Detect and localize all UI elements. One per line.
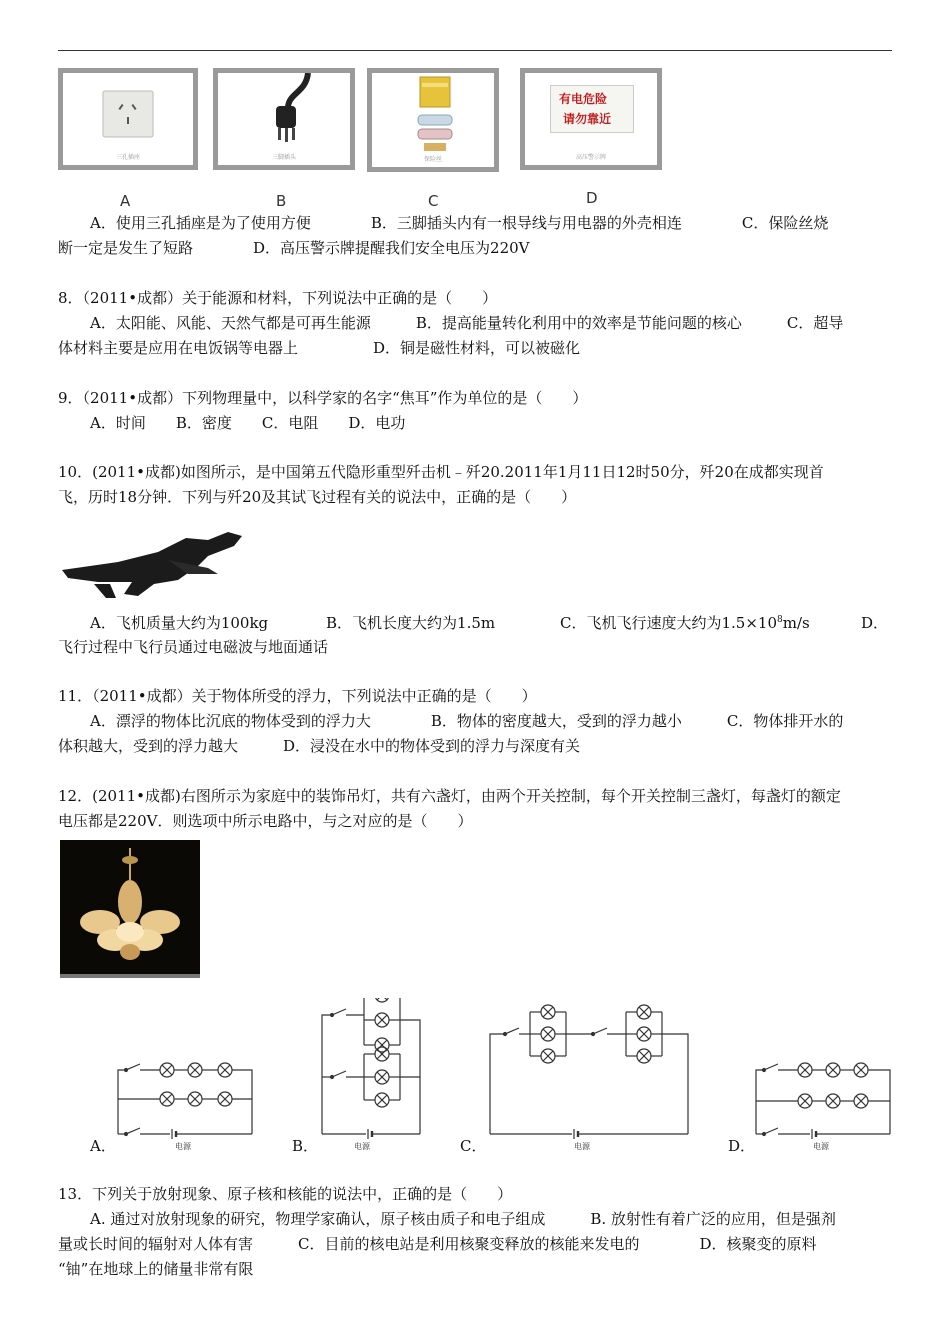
circuit-label-d: D． — [728, 1137, 756, 1155]
picture-caption: 三脚插头 — [271, 154, 296, 161]
circuit-wire — [662, 1034, 688, 1134]
chandelier-image — [60, 840, 200, 978]
q9-options: A．时间 B．密度 C．电阻 D．电功 — [90, 414, 406, 432]
circuit-d-power-label: 电源 — [813, 1142, 829, 1151]
switch-icon — [126, 1128, 140, 1134]
warning-sign — [550, 85, 634, 133]
socket-image — [63, 73, 193, 155]
picture-label-b: B — [276, 192, 287, 210]
q7-options-line-2: 断一定是发生了短路 D．高压警示牌提醒我们安全电压为220V — [58, 239, 530, 257]
picture-sign — [520, 68, 662, 170]
switch-icon — [764, 1064, 778, 1070]
q9-stem: 9．（2011•成都）下列物理量中，以科学家的名字“焦耳”作为单位的是（ ） — [58, 389, 588, 407]
switch-icon — [593, 1028, 607, 1034]
q8-options-line-1: A．太阳能、风能、天然气都是可再生能源 B．提高能量转化利用中的效率是节能问题的核心 C．超导 — [90, 314, 844, 332]
q12-stem-line-1: 12．(2011•成都)右图所示为家庭中的装饰吊灯，共有六盏灯，由两个开关控制，每个开关控制三盏灯，每盏灯的额定 — [58, 787, 841, 805]
switch-icon — [332, 1009, 346, 1015]
q13-options-line-2: 量或长时间的辐射对人体有害 C．目前的核电站是利用核聚变释放的核能来发电的 D．核聚变的原料 — [58, 1235, 817, 1253]
q13-options-line-1: A. 通过对放射现象的研究，物理学家确认，原子核由质子和电子组成 B. 放射性有着广泛的应用，但是强剂 — [90, 1210, 836, 1228]
q13-options-line-3: “铀”在地球上的储量非常有限 — [58, 1260, 254, 1278]
picture-fuse — [367, 68, 499, 172]
circuit-label-b: B． — [292, 1137, 319, 1155]
sign-line-1: 有电危险 — [559, 92, 608, 106]
switch-icon — [505, 1028, 519, 1034]
circuit-c-power-label: 电源 — [574, 1142, 590, 1151]
q10-option-c-exponent: 8 — [777, 615, 783, 625]
q8-options-line-2: 体材料主要是应用在电饭锅等电器上 D．铜是磁性材料，可以被磁化 — [58, 339, 581, 357]
q10-stem-line-2: 飞，历时18分钟．下列与歼20及其试飞过程有关的说法中，正确的是（ ） — [58, 488, 577, 506]
header-rule — [58, 50, 892, 51]
circuit-wire — [322, 1015, 332, 1134]
circuit-wire — [868, 1070, 890, 1134]
q10-option-a: A．飞机质量大约为100kg — [90, 614, 269, 632]
q7-options-line-1: A．使用三孔插座是为了使用方便 B．三脚插头内有一根导线与用电器的外壳相连 C．保险丝烧 — [90, 214, 829, 232]
circuit-b-power-label: 电源 — [354, 1142, 370, 1151]
q10-option-c — [560, 613, 810, 633]
circuit-wire — [232, 1070, 252, 1134]
circuit-label-c: C． — [460, 1137, 487, 1155]
picture-caption: 高压警示牌 — [575, 154, 606, 161]
circuit-label-a: A． — [90, 1137, 116, 1155]
picture-socket — [58, 68, 198, 170]
q10-option-b: B．飞机长度大约为1.5m — [326, 614, 496, 632]
q10-option-d: D． — [861, 614, 889, 632]
j20-aircraft-image — [58, 522, 250, 606]
q10-stem-line-1: 10．(2011•成都)如图所示，是中国第五代隐形重型歼击机﹣歼20.2011年1月11日12时50分，歼20在成都实现首 — [58, 463, 824, 481]
switch-icon — [126, 1064, 140, 1070]
picture-label-d: D — [586, 189, 598, 207]
circuit-wire — [118, 1070, 126, 1134]
switch-icon — [332, 1071, 346, 1077]
q12-stem-line-2: 电压都是220V．则选项中所示电路中，与之对应的是（ ） — [58, 812, 473, 830]
q10-option-c-unit: m/s — [782, 614, 810, 632]
picture-label-a: A — [120, 192, 131, 210]
picture-caption: 三孔插座 — [115, 154, 140, 161]
circuit-a-power-label: 电源 — [175, 1142, 191, 1151]
q10-options-line-2: 飞行过程中飞行员通过电磁波与地面通话 — [58, 638, 329, 656]
circuit-wire — [756, 1070, 764, 1134]
picture-label-c: C — [428, 192, 439, 210]
q11-options-line-1: A．漂浮的物体比沉底的物体受到的浮力大 B．物体的密度越大，受到的浮力越小 C．物体排开水的 — [90, 712, 844, 730]
q8-stem: 8．（2011•成都）关于能源和材料，下列说法中正确的是（ ） — [58, 289, 498, 307]
circuit-wire — [490, 1034, 505, 1134]
picture-caption: 保险丝 — [423, 156, 442, 163]
circuit-diagrams — [0, 998, 950, 1158]
switch-icon — [764, 1128, 778, 1134]
plug-image — [218, 73, 350, 155]
q11-stem: 11．（2011•成都）关于物体所受的浮力，下列说法中正确的是（ ） — [58, 687, 537, 705]
q10-option-c-text: C．飞机飞行速度大约为1.5×10 — [560, 614, 777, 632]
q13-stem: 13．下列关于放射现象、原子核和核能的说法中，正确的是（ ） — [58, 1185, 513, 1203]
picture-plug — [213, 68, 355, 170]
q11-options-line-2: 体积越大，受到的浮力越大 D．浸没在水中的物体受到的浮力与深度有关 — [58, 737, 581, 755]
fuse-image — [372, 73, 494, 157]
sign-line-2: 请勿靠近 — [563, 112, 612, 126]
